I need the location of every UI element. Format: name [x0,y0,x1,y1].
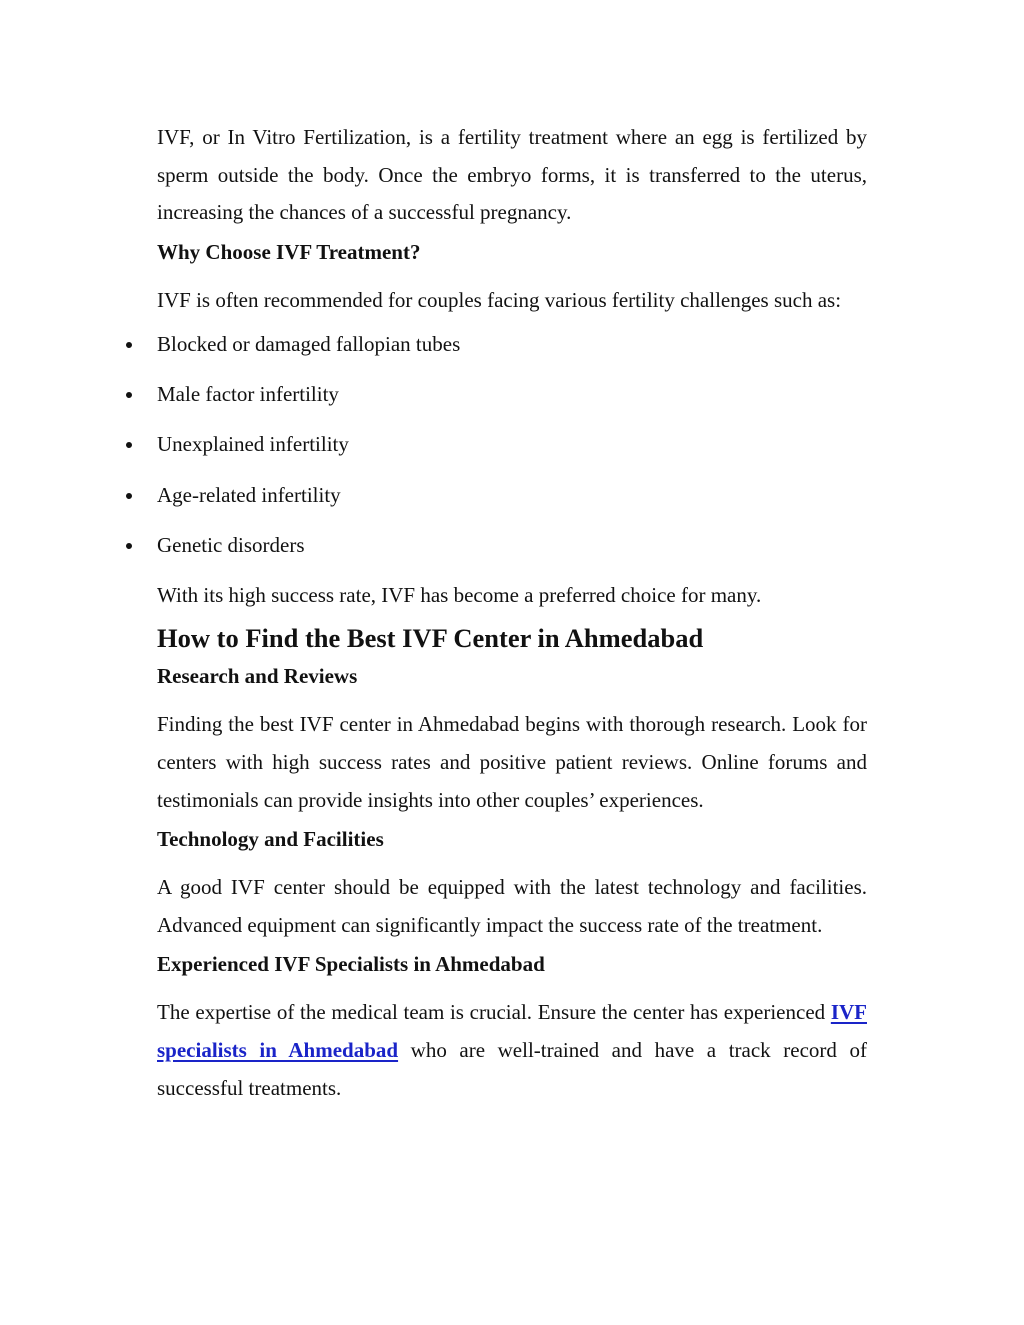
specialists-text-before: The expertise of the medical team is crucial. Ensure the center has experienced [157,1000,831,1025]
specialists-paragraph [157,994,867,1107]
why-choose-closing: With its high success rate, IVF has become a preferred choice for many. [157,583,762,608]
document-page [157,119,867,1107]
bullet-icon [126,442,132,448]
bullet-icon [126,342,132,348]
bullet-icon [126,392,132,398]
ivf-specialists-link[interactable]: IVF specialists in Ahmedabad [157,1000,867,1062]
intro-paragraph: IVF, or In Vitro Fertilization, is a fertility treatment where an egg is fertilized by sperm outside the body. Once the embryo forms, it is transferred to the uterus, increasing the chances of a successful pregnancy. [157,125,867,225]
list-item: Age-related infertility [157,480,867,530]
research-paragraph: Finding the best IVF center in Ahmedabad begins with thorough research. Look for centers with high success rates and positive patient reviews. Online forums and testimonials can provide insights into other couples’ experiences. [157,712,867,812]
specialists-text-after: who are well-trained and have a track record of successful treatments. [157,1037,867,1100]
bullet-icon [126,543,132,549]
technology-paragraph: A good IVF center should be equipped with the latest technology and facilities. Advanced equipment can significantly impact the success rate of the treatment. [157,875,867,937]
list-item: Blocked or damaged fallopian tubes [157,329,867,379]
why-choose-lead: IVF is often recommended for couples facing various fertility challenges such as: [157,287,842,312]
why-choose-heading: Why Choose IVF Treatment? [157,239,421,264]
bullet-icon [126,493,132,499]
list-item: Male factor infertility [157,379,867,429]
find-best-heading: How to Find the Best IVF Center in Ahmedabad [157,623,704,654]
challenges-list [157,329,867,580]
specialists-heading: Experienced IVF Specialists in Ahmedabad [157,952,545,977]
list-item: Unexplained infertility [157,429,867,480]
research-heading: Research and Reviews [157,664,358,689]
technology-heading: Technology and Facilities [157,827,384,852]
list-item: Genetic disorders [157,530,867,580]
